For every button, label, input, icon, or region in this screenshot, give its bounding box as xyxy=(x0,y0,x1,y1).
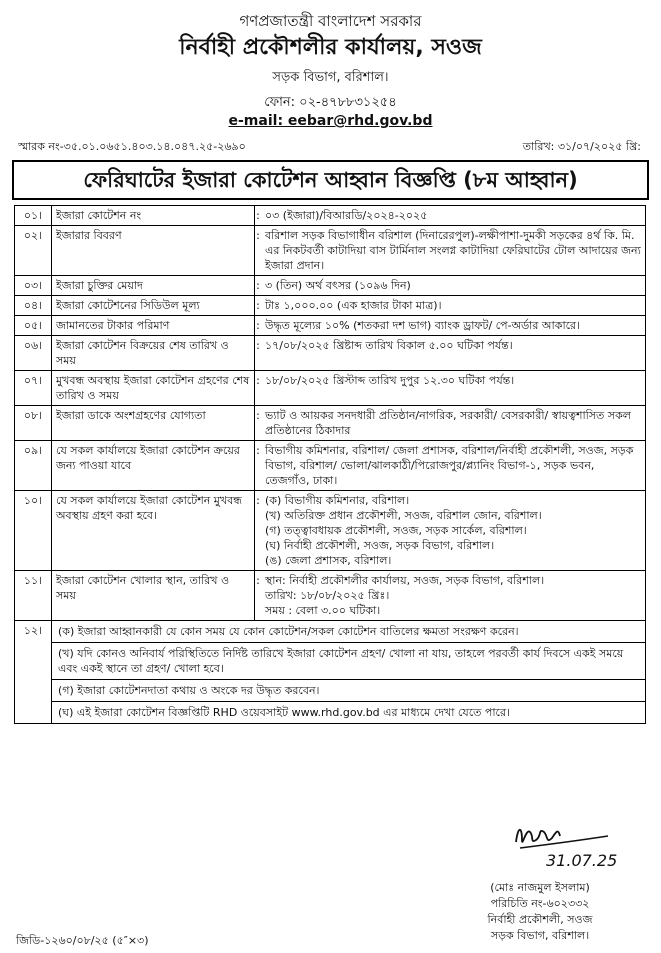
government-name: গণপ্রজাতন্ত্রী বাংলাদেশ সরকার xyxy=(239,12,422,30)
notice-banner-title: ফেরিঘাটের ইজারা কোটেশন আহ্বান বিজ্ঞপ্তি (৮ম আহ্বান) xyxy=(12,160,649,200)
row-value: বরিশাল সড়ক বিভাগাধীন বরিশাল (দিনারেরপুল)-লক্ষীপাশা-দুমকী সড়কের ৪র্থ কি. মি. এর নিকটবর্তী কাটাদিয়া বাস টার্মিনাল সংলগ্ন কাটাদিয়া ফেরিঘাটের টোল আদায়ের জন্য ইজারা প্রদান। xyxy=(261,226,646,276)
row-serial: ০৪। xyxy=(15,296,52,316)
colon-separator: : xyxy=(255,226,262,276)
condition-item: (ক) ইজারা আহ্বানকারী যে কোন সময় যে কোন কোটেশন/সকল কোটেশন বাতিলের ক্ষমতা সংরক্ষণ করেন। xyxy=(52,621,646,643)
row-label: যে সকল কার্যালয়ে ইজারা কোটেশন ক্রয়ের জন্য পাওয়া যাবে xyxy=(52,441,255,491)
svg-text:31.07.25: 31.07.25 xyxy=(546,851,618,870)
row-label: ইজারা চুক্তির মেয়াদ xyxy=(52,276,255,296)
email-address[interactable]: e-mail: eebar@rhd.gov.bd xyxy=(228,113,433,129)
row-value: ০৩ (ইজারা)/বিআরডি/২০২৪-২০২৫ xyxy=(261,206,646,226)
signature-mark xyxy=(512,818,632,874)
gd-code: জিডি-১২৬০/০৮/২৫ (৫″×৩) xyxy=(16,934,149,947)
handwritten-signature xyxy=(512,818,632,878)
office-title: নির্বাহী প্রকৌশলীর কার্যালয়, সওজ xyxy=(179,35,482,60)
row-serial: ১২। xyxy=(15,621,52,724)
row-value xyxy=(261,491,646,571)
colon-separator: : xyxy=(255,316,262,336)
table-row xyxy=(15,680,646,702)
signatory-block xyxy=(430,880,650,944)
row-label: ইজারা কোটেশন নং xyxy=(52,206,255,226)
row-value: বিভাগীয় কমিশনার, বরিশাল/ জেলা প্রশাসক, বরিশাল/নির্বাহী প্রকৌশলী, সওজ, সড়ক বিভাগ, বরিশাল/ ভোলা/ঝালকাঠী/পিরোজপুর/প্ল্যানিং বিভাগ-১, সড়ক ভবন, তেজগাঁও, ঢাকা। xyxy=(261,441,646,491)
table-row xyxy=(15,296,646,316)
signatory-name: (মোঃ নাজমুল ইসলাম) xyxy=(490,881,590,894)
row-value: ভ্যাট ও আয়কর সনদধারী প্রতিষ্ঠান/নাগরিক, সরকারী/ বেসরকারী/ স্বায়ত্বশাসিত সকল প্রতিষ্ঠানের ঠিকাদার xyxy=(261,406,646,441)
table-row xyxy=(15,316,646,336)
row-serial: ০৯। xyxy=(15,441,52,491)
colon-separator: : xyxy=(255,296,262,316)
colon-separator: : xyxy=(255,571,262,621)
condition-item: (গ) ইজারা কোটেশনদাতা কথায় ও অংকে দর উদ্ধৃত করবেন। xyxy=(52,680,646,702)
table-row xyxy=(15,206,646,226)
value-line: স্থান: নির্বাহী প্রকৌশলীর কার্যালয়, সওজ, সড়ক বিভাগ, বরিশাল। xyxy=(265,574,545,587)
condition-item: (ঘ) এই ইজারা কোটেশন বিজ্ঞপ্তিটি RHD ওয়েবসাইট www.rhd.gov.bd এর মাধ্যমে দেখা যেতে পারে। xyxy=(52,702,646,724)
table-row xyxy=(15,491,646,571)
row-value: ১৮/০৮/২০২৫ খ্রিস্টাব্দ তারিখ দুপুর ১২.৩০ ঘটিকা পর্যন্ত। xyxy=(261,371,646,406)
row-value xyxy=(261,571,646,621)
row-value: ১৭/০৮/২০২৫ খ্রিষ্টাব্দ তারিখ বিকাল ৫.০০ ঘটিকা পর্যন্ত। xyxy=(261,336,646,371)
row-serial: ০১। xyxy=(15,206,52,226)
table-row xyxy=(15,643,646,680)
row-label: ইজারা কোটেশন বিক্রয়ের শেষ তারিখ ও সময় xyxy=(52,336,255,371)
row-serial: ০২। xyxy=(15,226,52,276)
row-label: যে সকল কার্যালয়ে ইজারা কোটেশন মুখবন্ধ অবস্থায় গ্রহণ করা হবে। xyxy=(52,491,255,571)
table-row xyxy=(15,621,646,643)
value-line: (ঙ) জেলা প্রশাসক, বরিশাল। xyxy=(265,554,392,567)
value-line: সময় : বেলা ৩.০০ ঘটিকা। xyxy=(265,604,381,617)
row-serial: ০৩। xyxy=(15,276,52,296)
table-row xyxy=(15,276,646,296)
colon-separator: : xyxy=(255,371,262,406)
table-row xyxy=(15,336,646,371)
row-serial: ১০। xyxy=(15,491,52,571)
value-line: (খ) অতিরিক্ত প্রধান প্রকৌশলী, সওজ, বরিশাল জোন, বরিশাল। xyxy=(265,509,542,522)
row-serial: ০৭। xyxy=(15,371,52,406)
row-label: মুখবন্ধ অবস্থায় ইজারা কোটেশন গ্রহণের শেষ তারিখ ও সময় xyxy=(52,371,255,406)
table-row xyxy=(15,371,646,406)
colon-separator: : xyxy=(255,276,262,296)
colon-separator: : xyxy=(255,336,262,371)
value-line: তারিখ: ১৮/০৮/২০২৫ খ্রিঃ। xyxy=(265,589,390,602)
department-name: সড়ক বিভাগ, বরিশাল। xyxy=(272,70,389,85)
table-row xyxy=(15,702,646,724)
colon-separator: : xyxy=(255,206,262,226)
phone-number: ফোন: ০২-৪৭৮৮৩১২৫৪ xyxy=(264,95,397,110)
colon-separator: : xyxy=(255,441,262,491)
row-serial: ১১। xyxy=(15,571,52,621)
quotation-details-table xyxy=(14,205,646,724)
signatory-office: সড়ক বিভাগ, বরিশাল। xyxy=(490,929,590,942)
row-label: ইজারা কোটেশনের সিডিউল মূল্য xyxy=(52,296,255,316)
row-serial: ০৫। xyxy=(15,316,52,336)
row-label: ইজারা কোটেশন খোলার স্থান, তারিখ ও সময় xyxy=(52,571,255,621)
row-serial: ০৮। xyxy=(15,406,52,441)
memo-number: স্মারক নং-৩৫.০১.০৬৫১.৪০৩.১৪.০৪৭.২৫-২৬৯০ xyxy=(18,140,246,153)
row-value: ৩ (তিন) অর্থ বৎসর (১০৯৬ দিন) xyxy=(261,276,646,296)
signatory-id: পরিচিতি নং-৬০২৩৩২ xyxy=(490,897,590,910)
value-line: (ঘ) নির্বাহী প্রকৌশলী, সওজ, সড়ক বিভাগ, বরিশাল। xyxy=(265,539,495,552)
condition-item: (খ) যদি কোনও অনিবার্য পরিস্থিতিতে নির্দিষ্ট তারিখে ইজারা কোটেশন গ্রহণ/ খোলা না যায়, তাহলে পরবর্তী কার্য দিবসে একই সময়ে এবং একই স্থানে তা গ্রহণ/ খোলা হবে। xyxy=(52,643,646,680)
value-line: (ক) বিভাগীয় কমিশনার, বরিশাল। xyxy=(265,494,410,507)
row-label: ইজারার বিবরণ xyxy=(52,226,255,276)
colon-separator: : xyxy=(255,491,262,571)
row-serial: ০৬। xyxy=(15,336,52,371)
table-row xyxy=(15,441,646,491)
colon-separator: : xyxy=(255,406,262,441)
signatory-designation: নির্বাহী প্রকৌশলী, সওজ xyxy=(487,913,593,926)
row-label: ইজারা ডাকে অংশগ্রহণের যোগ্যতা xyxy=(52,406,255,441)
table-row xyxy=(15,226,646,276)
row-label: জামানতের টাকার পরিমাণ xyxy=(52,316,255,336)
table-row xyxy=(15,406,646,441)
notice-date: তারিখ: ৩১/০৭/২০২৫ খ্রি: xyxy=(522,140,641,153)
table-row xyxy=(15,571,646,621)
row-value: টাঃ ১,০০০.০০ (এক হাজার টাকা মাত্র)। xyxy=(261,296,646,316)
value-line: (গ) তত্ত্বাবধায়ক প্রকৌশলী, সওজ, সড়ক সার্কেল, বরিশাল। xyxy=(265,524,527,537)
row-value: উদ্ধৃত মূল্যের ১০% (শতকরা দশ ভাগ) ব্যাংক ড্রাফট/ পে-অর্ডার আকারে। xyxy=(261,316,646,336)
